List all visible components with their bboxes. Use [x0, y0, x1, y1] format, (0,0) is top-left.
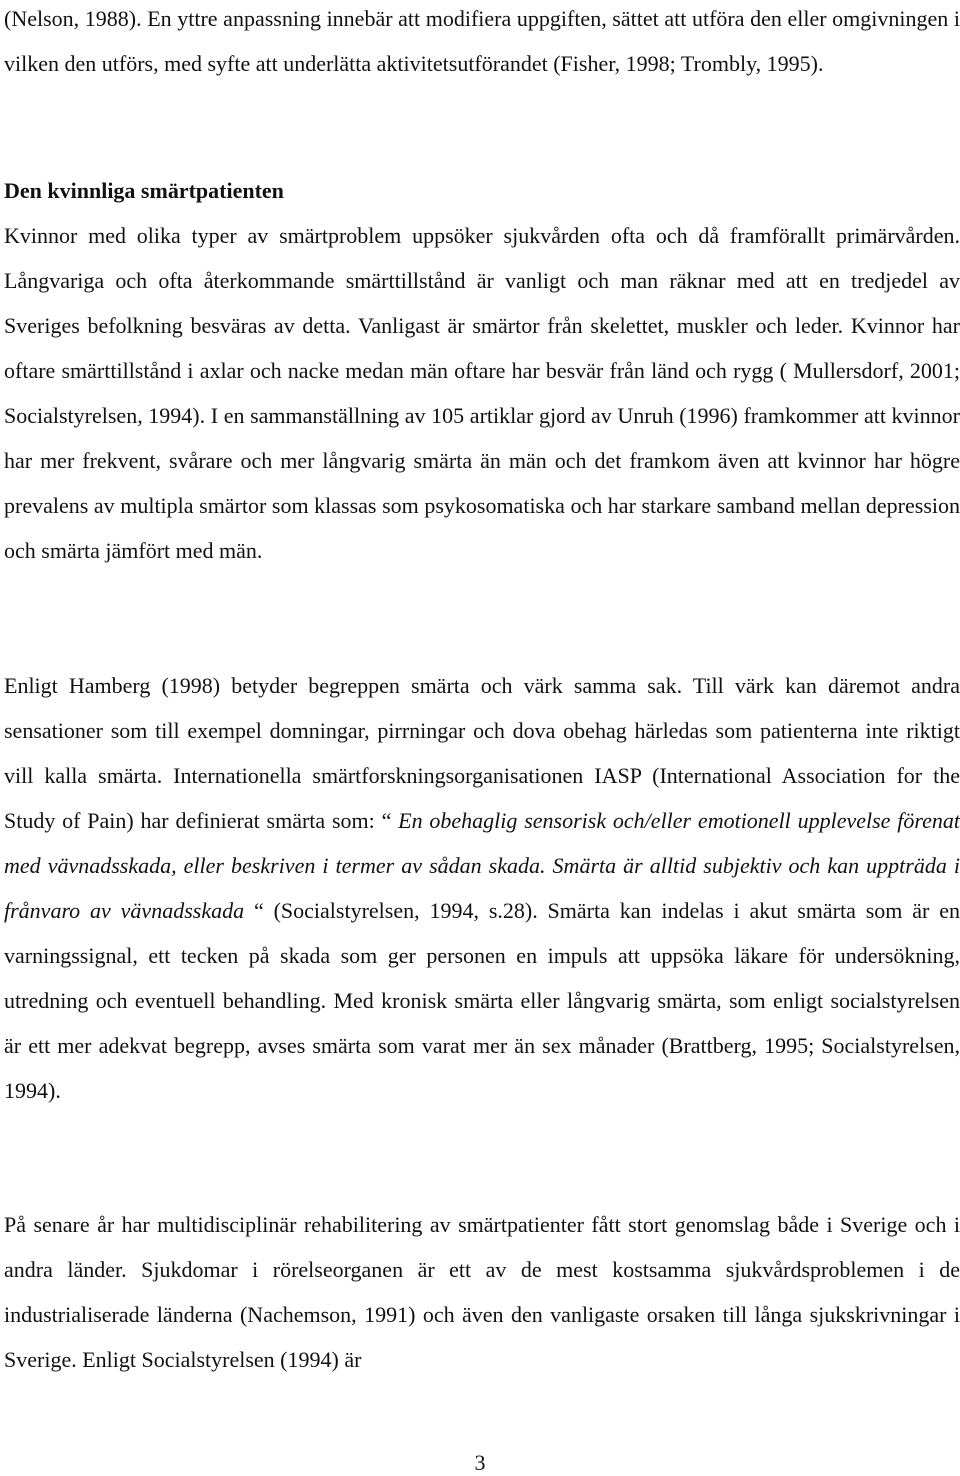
paragraph-women-pain: Kvinnor med olika typer av smärtproblem uppsöker sjukvården ofta och då framförallt primärvården. Långvariga och ofta återkommande smärttillstånd är vanligt och man räknar med att en tredjedel av Sveriges befolkning besväras av detta. Vanligast är smärtor från skelettet, muskler och leder. Kvinnor har oftare smärttillstånd i axlar och nacke medan män oftare har besvär från länd och rygg ( Mullersdorf, 2001; Socialstyrelsen, 1994). I en sammanställning av 105 artiklar gjord av Unruh (1996) framkommer att kvinnor har mer frekvent, svårare och mer långvarig smärta än män och det framkom även att kvinnor har högre prevalens av multipla smärtor som klassas som psykosomatiska och har starkare samband mellan depression och smärta jämfört med män. [4, 223, 960, 563]
paragraph-rehabilitation: På senare år har multidisciplinär rehabilitering av smärtpatienter fått stort genomslag både i Sverige och i andra länder. Sjukdomar i rörelseorganen är ett av de mest kostsamma sjukvårdsproblemen i de industrialiserade länderna (Nachemson, 1991) och även den vanligaste orsaken till långa sjukskrivningar i Sverige. Enligt Socialstyrelsen (1994) är [4, 1212, 960, 1372]
iasp-definition-quote: En obehaglig sensorisk och/eller emotionell upplevelse förenat med vävnadsskada, eller beskriven i termer av sådan skada. Smärta är alltid subjektiv och kan uppträda i frånvaro av vävnadsskada [4, 808, 960, 923]
paragraph-intro: (Nelson, 1988). En yttre anpassning innebär att modifiera uppgiften, sättet att utföra den eller omgivningen i vilken den utförs, med syfte att underlätta aktivitetsutförandet (Fisher, 1998; Trombly, 1995). [4, 6, 960, 76]
section-heading: Den kvinnliga smärtpatienten [4, 178, 284, 203]
definition-lead-text: Enligt Hamberg (1998) betyder begreppen smärta och värk samma sak. Till värk kan däremot andra sensationer som till exempel domningar, pirrningar och dova obehag härledas som patienterna inte riktigt vill kalla smärta. Internationella smärtforskningsorganisationen IASP (International Association for the Study of Pain) har definierat smärta som: “ [4, 673, 960, 833]
page-number: 3 [474, 1450, 486, 1475]
paragraph-pain-definition [4, 663, 960, 1113]
definition-trailing-text: “ (Socialstyrelsen, 1994, s.28). Smärta kan indelas i akut smärta som är en varningssignal, ett tecken på skada som ger personen en impuls att uppsöka läkare för undersökning, utredning och eventuell behandling. Med kronisk smärta eller långvarig smärta, som enligt socialstyrelsen är ett mer adekvat begrepp, avses smärta som varat mer än sex månader (Brattberg, 1995; Socialstyrelsen, 1994). [4, 898, 960, 1103]
